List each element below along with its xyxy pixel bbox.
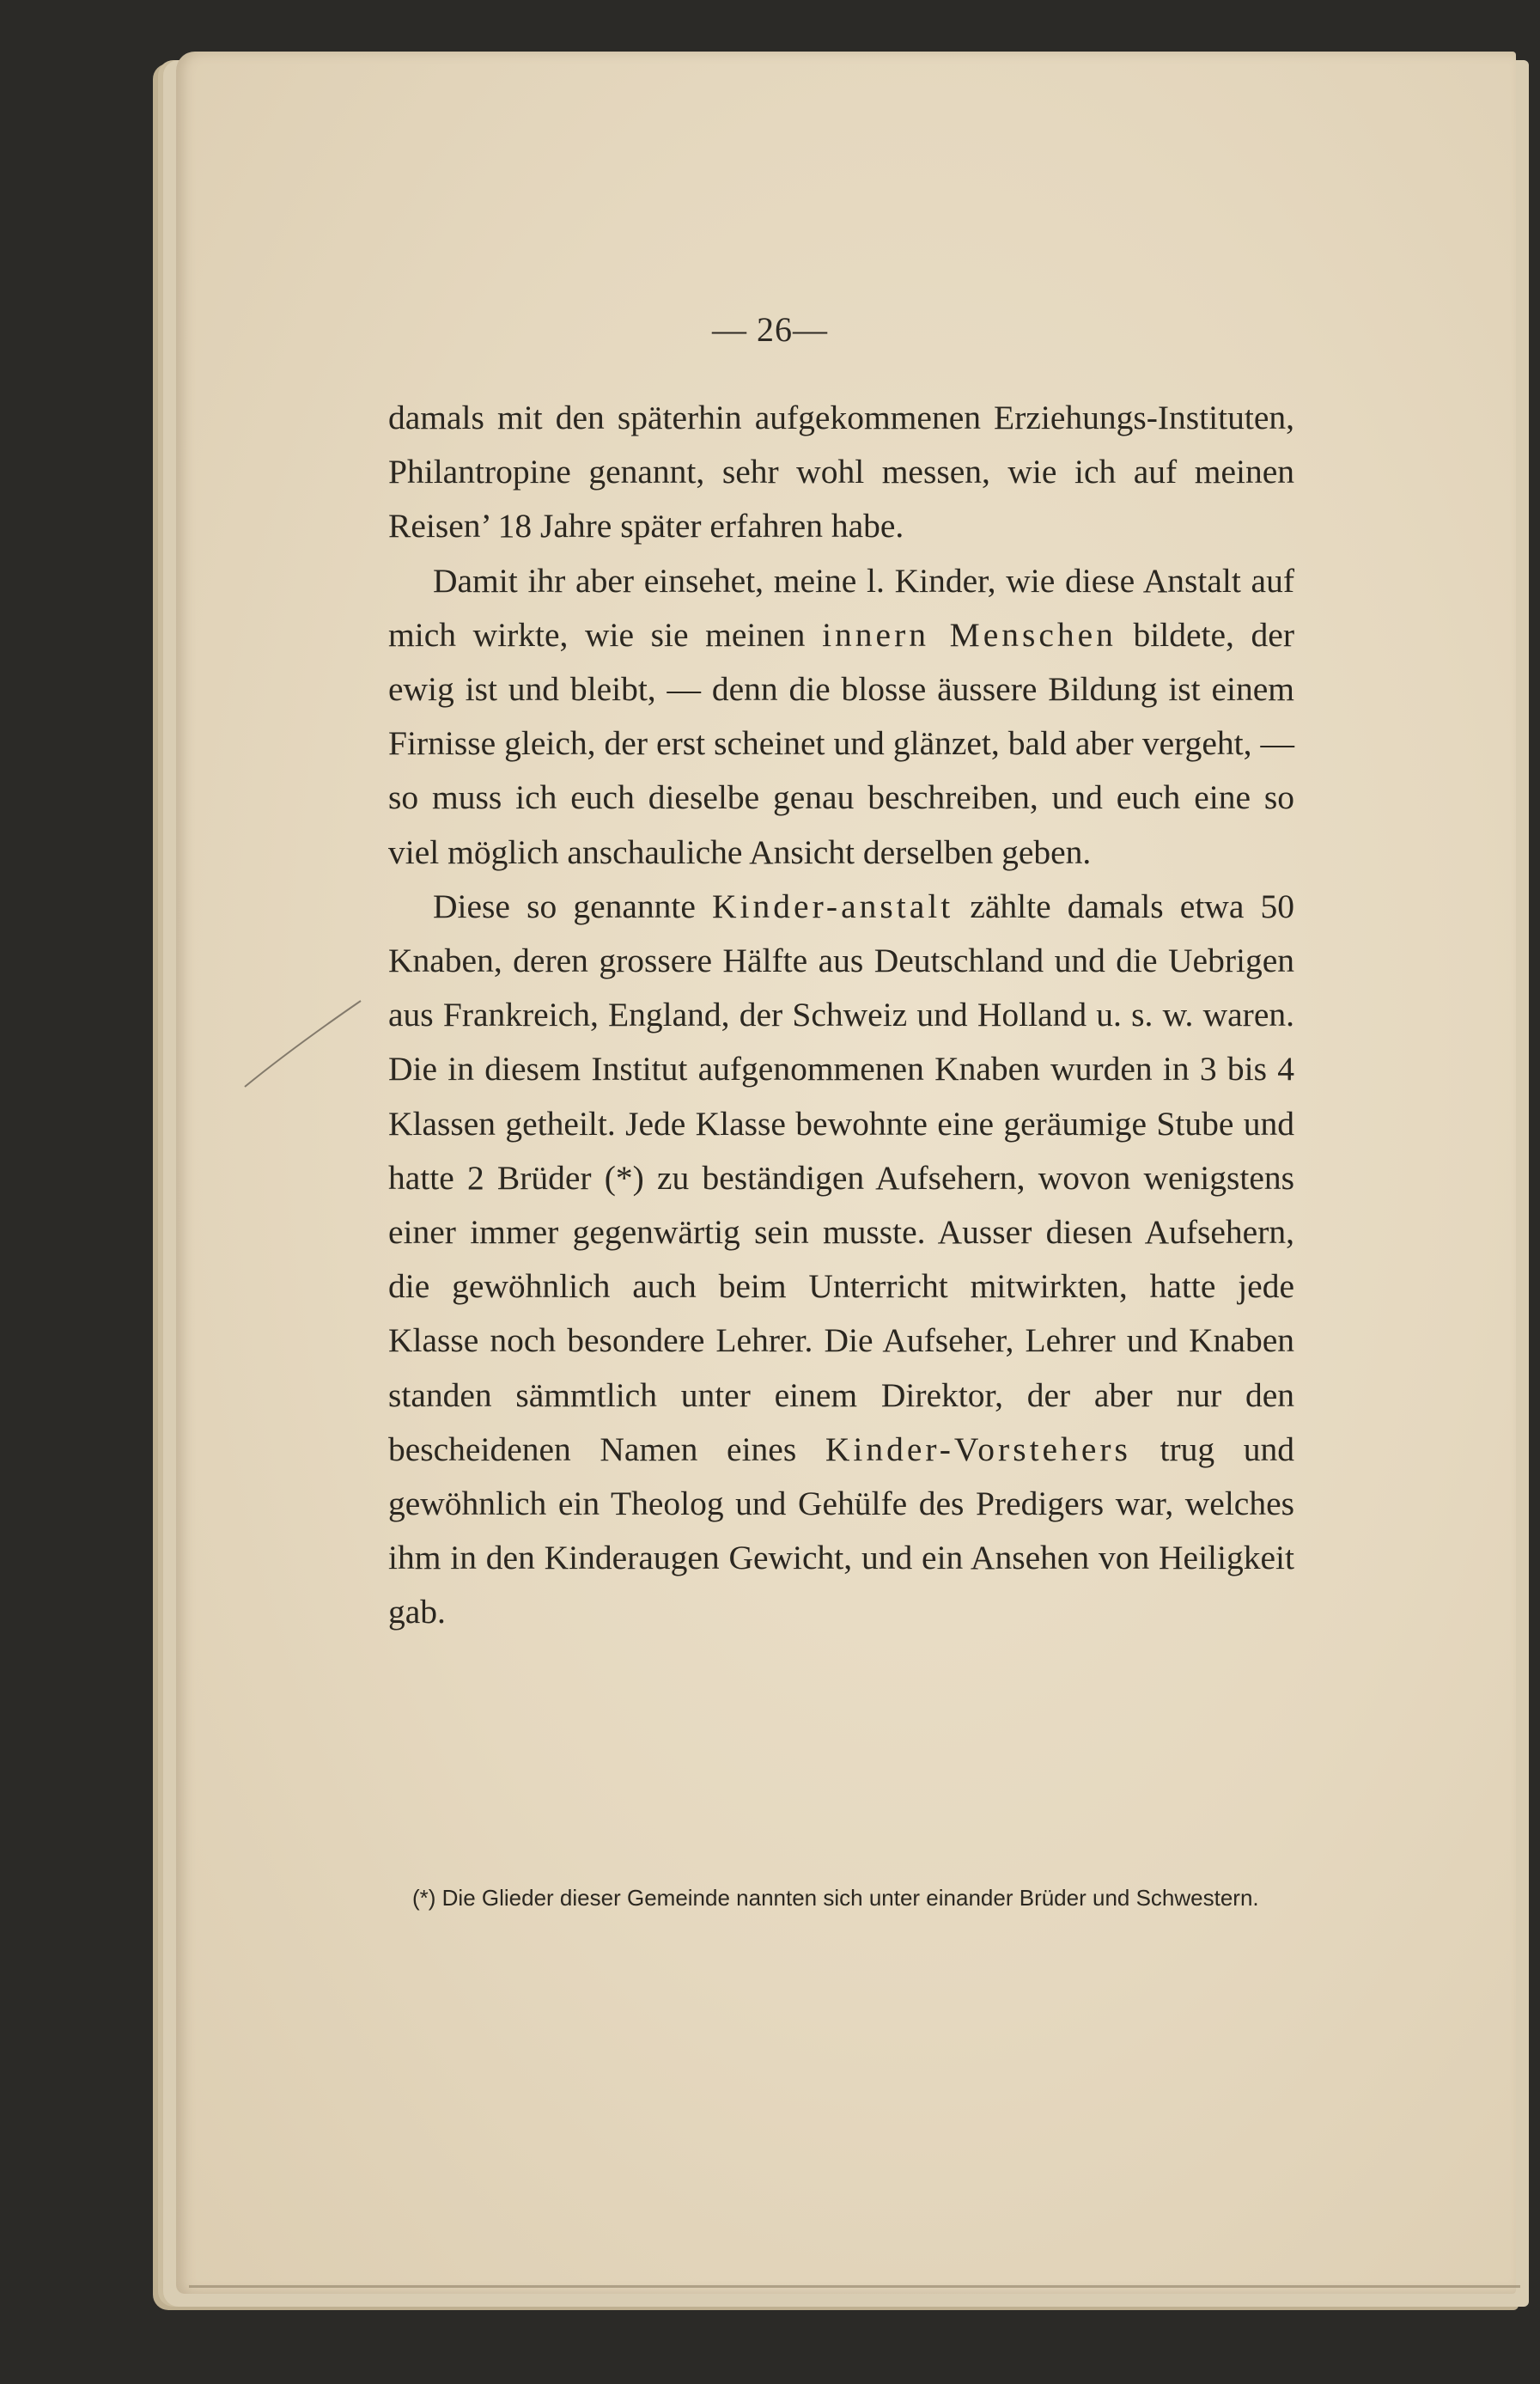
paragraph-2 [388, 554, 1294, 880]
text-segment: Diese so genannte [433, 887, 713, 925]
page-number: — 26— [712, 310, 828, 349]
pencil-margin-mark [240, 997, 369, 1091]
text-segment: zählte damals etwa 50 Knaben, deren grossere Hälfte aus Deutschland und die Uebrigen aus Frankreich, England, der Schweiz und Holland u. s. w. waren. Die in diesem Institut aufgenommenen Knaben wurden in 3 bis 4 Klassen getheilt. Jede Klasse bewohnte eine geräumige Stube und hatte 2 Brüder (*) zu beständigen Aufsehern, wovon wenigstens einer immer gegenwärtig sein musste. Ausser diesen Aufsehern, die gewöhnlich auch beim Unterricht mitwirkten, hatte jede Klasse noch besondere Lehrer. Die Aufseher, Lehrer und Knaben standen sämmtlich unter einem Direktor, der aber nur den bescheidenen Namen eines [388, 887, 1294, 1468]
footnote: (*) Die Glieder dieser Gemeinde nannten sich unter einander Brüder und Schwestern. [412, 1885, 1259, 1911]
spaced-emphasis: Kinder-anstalt [712, 887, 954, 925]
body-text [388, 391, 1294, 1640]
paragraph-1 [388, 391, 1294, 554]
page-bottom-edge [189, 2285, 1520, 2288]
spaced-emphasis: innern Menschen [822, 615, 1117, 654]
text-segment: bildete, der ewig ist und bleibt, — denn die blosse äussere Bildung ist einem Firnisse gleich, der erst scheinet und glänzet, bald aber vergeht, — so muss ich euch dieselbe genau beschreiben, und euch eine so viel möglich anschauliche Ansicht derselben geben. [388, 615, 1294, 871]
paragraph-3 [388, 880, 1294, 1640]
text-segment: trug und gewöhnlich ein Theolog und Gehülfe des Predigers war, welches ihm in den Kinderaugen Gewicht, und ein Ansehen von Heiligkeit gab. [388, 1430, 1294, 1631]
text-segment: Damit ihr aber einsehet, meine l. Kinder, wie diese Anstalt auf mich wirkte, wie sie meinen [388, 561, 1294, 654]
text-segment: damals mit den späterhin aufgekommenen Erziehungs-Instituten, Philantropine genannt, sehr wohl messen, wie ich auf meinen Reisen’ 18 Jahre später erfahren habe. [388, 399, 1294, 546]
spaced-emphasis: Kinder-Vorstehers [825, 1430, 1131, 1468]
